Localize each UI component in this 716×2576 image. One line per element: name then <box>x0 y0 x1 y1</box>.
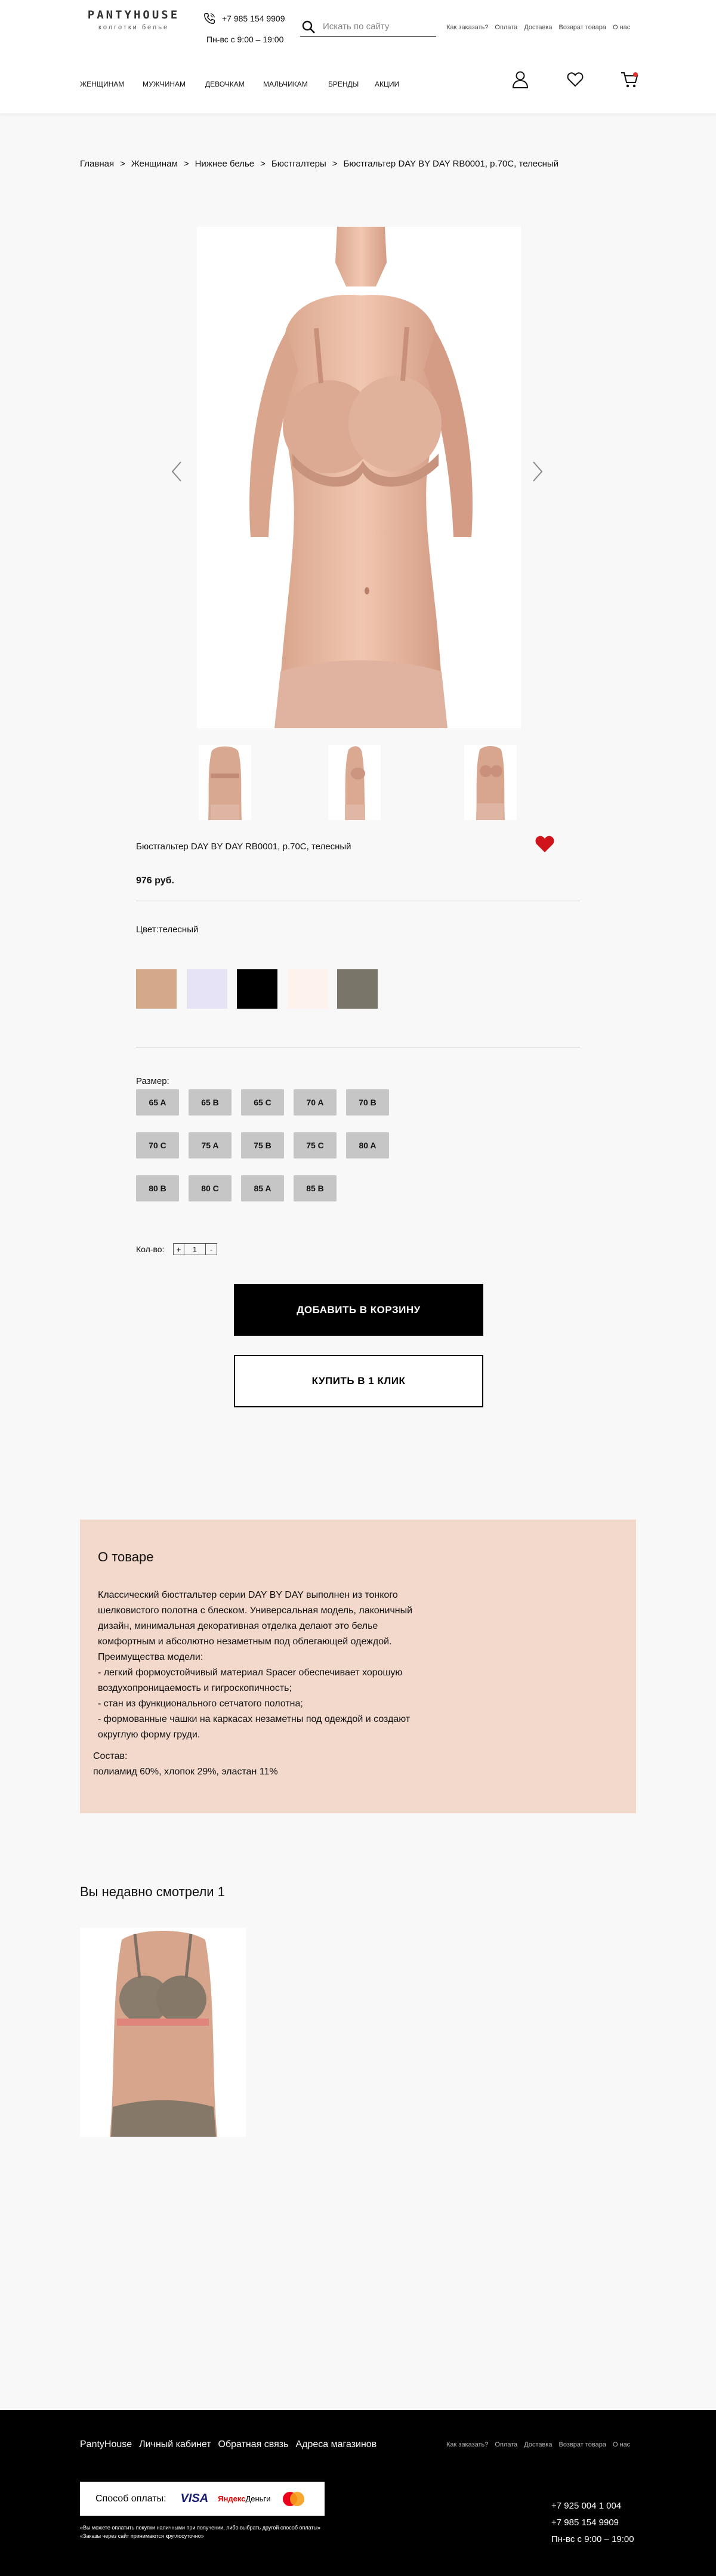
breadcrumb-separator: > <box>120 159 125 169</box>
link-about[interactable]: О нас <box>612 24 631 31</box>
size-label: Размер: <box>136 1076 169 1086</box>
nav-men[interactable]: МУЖЧИНАМ <box>143 80 186 88</box>
size-option[interactable]: 70 B <box>346 1089 389 1116</box>
description-line: шелковистого полотна с блеском. Универсальная модель, лаконичный <box>98 1606 413 1616</box>
yandex-money-logo-part: Яндекс <box>218 2494 246 2503</box>
product-main-image[interactable] <box>197 227 521 728</box>
footer-link-payment[interactable]: Оплата <box>495 2441 518 2448</box>
size-option[interactable]: 65 A <box>136 1089 179 1116</box>
composition-label: Состав: <box>93 1751 128 1761</box>
gallery-thumbnail[interactable] <box>328 745 381 820</box>
size-option[interactable]: 80 B <box>136 1175 179 1201</box>
description-line: комфортным и абсолютно незаметным под облегающей одеждой. <box>98 1637 392 1647</box>
payment-methods <box>80 2482 325 2516</box>
size-option[interactable]: 85 B <box>294 1175 337 1201</box>
breadcrumb-home[interactable]: Главная <box>80 159 115 169</box>
color-swatch-beige[interactable] <box>136 969 177 1009</box>
color-label: Цвет:телесный <box>136 925 199 935</box>
size-option[interactable]: 75 A <box>189 1132 232 1158</box>
nav-girls[interactable]: ДЕВОЧКАМ <box>205 80 245 88</box>
quantity-decrease-button[interactable]: - <box>209 1244 213 1254</box>
recently-viewed-title: Вы недавно смотрели 1 <box>80 1884 225 1899</box>
payment-label: Способ оплаты: <box>95 2493 166 2504</box>
breadcrumb-bras[interactable]: Бюстгалтеры <box>271 159 326 169</box>
link-payment[interactable]: Оплата <box>495 24 518 31</box>
link-delivery[interactable]: Доставка <box>524 24 553 31</box>
description-line: - стан из функционального сетчатого полотна; <box>98 1699 303 1709</box>
footer-phone-2[interactable]: +7 985 154 9909 <box>551 2518 619 2528</box>
breadcrumb-separator: > <box>260 159 266 169</box>
link-how-to-order[interactable]: Как заказать? <box>446 24 489 31</box>
color-swatch-ivory[interactable] <box>288 969 328 1009</box>
thumbnail-photo <box>464 745 517 820</box>
composition-value: полиамид 60%, хлопок 29%, эластан 11% <box>93 1767 278 1777</box>
about-title: О товаре <box>98 1549 154 1564</box>
site-footer <box>0 2410 716 2576</box>
about-product-section <box>80 1520 636 1813</box>
visa-logo: VISA <box>180 2492 209 2505</box>
user-icon[interactable] <box>512 70 529 88</box>
quantity-stepper <box>173 1243 217 1255</box>
recent-product-photo <box>80 1928 246 2137</box>
footer-contacts <box>551 2498 634 2548</box>
orders-note: «Заказы через сайт принимаются круглосуточно» <box>80 2533 204 2539</box>
header-info-links <box>446 24 630 31</box>
size-option[interactable]: 80 A <box>346 1132 389 1158</box>
footer-phone-1[interactable]: +7 925 004 1 004 <box>551 2501 622 2511</box>
about-description <box>98 1588 468 1743</box>
gallery-next-arrow-icon[interactable] <box>531 460 544 483</box>
logo[interactable] <box>82 8 185 31</box>
gallery-prev-arrow-icon[interactable] <box>170 460 183 483</box>
size-option[interactable]: 85 A <box>241 1175 284 1201</box>
buy-one-click-button[interactable]: КУПИТЬ В 1 КЛИК <box>234 1355 483 1407</box>
recently-viewed-item[interactable] <box>80 1928 246 2137</box>
header-phone[interactable]: +7 985 154 9909 <box>222 14 285 23</box>
phone-icon <box>203 12 216 25</box>
link-returns[interactable]: Возврат товара <box>558 24 606 31</box>
footer-link-account[interactable]: Личный кабинет <box>139 2439 211 2449</box>
payment-note: «Вы можете оплатить покупки наличными при получении, либо выбрать другой способ оплаты» <box>80 2525 321 2531</box>
gallery-thumbnail[interactable] <box>199 745 251 820</box>
yandex-money-logo <box>218 2494 270 2503</box>
quantity-value[interactable]: 1 <box>184 1244 206 1255</box>
add-to-cart-button[interactable]: ДОБАВИТЬ В КОРЗИНУ <box>234 1284 483 1336</box>
footer-link-returns[interactable]: Возврат товара <box>558 2441 606 2448</box>
product-photo <box>197 227 521 728</box>
breadcrumb <box>80 159 558 169</box>
size-option[interactable]: 70 C <box>136 1132 179 1158</box>
header-hours: Пн-вс с 9:00 – 19:00 <box>206 35 284 44</box>
description-line: - легкий формоустойчивый материал Spacer обеспечивает хорошую <box>98 1668 403 1678</box>
gallery-thumbnail[interactable] <box>464 745 517 820</box>
footer-link-how-to-order[interactable]: Как заказать? <box>446 2441 489 2448</box>
cart-badge <box>633 72 638 77</box>
product-title: Бюстгальтер DAY BY DAY RB0001, р.70C, телесный <box>136 842 351 852</box>
size-option[interactable]: 65 C <box>241 1089 284 1116</box>
thumbnail-photo <box>199 745 251 820</box>
nav-brands[interactable]: БРЕНДЫ <box>328 80 359 88</box>
thumbnail-photo <box>328 745 381 820</box>
logo-subtitle: колготки белье <box>98 24 169 31</box>
size-option[interactable]: 75 C <box>294 1132 337 1158</box>
quantity-increase-button[interactable]: + <box>174 1244 184 1255</box>
color-swatch-taupe[interactable] <box>337 969 378 1009</box>
search-bar <box>300 17 436 37</box>
search-input[interactable] <box>323 21 430 32</box>
heart-icon[interactable] <box>567 72 584 87</box>
breadcrumb-separator: > <box>332 159 338 169</box>
footer-link-about[interactable]: О нас <box>612 2441 631 2448</box>
footer-hours: Пн-вс с 9:00 – 19:00 <box>551 2534 634 2544</box>
description-line: - формованные чашки на каркасах незаметны под одеждой и создают <box>98 1714 411 1724</box>
description-line: Классический бюстгальтер серии DAY BY DAY выполнен из тонкого <box>98 1590 398 1600</box>
color-swatch-lavender[interactable] <box>187 969 227 1009</box>
color-swatch-black[interactable] <box>237 969 277 1009</box>
description-line: дизайн, минимальная декоративная отделка делают это белье <box>98 1621 378 1631</box>
description-line: воздухопроницаемость и гигроскопичность; <box>98 1683 292 1693</box>
mastercard-logo-icon <box>280 2491 307 2507</box>
header-contacts <box>203 12 285 44</box>
main-nav <box>80 80 411 88</box>
quantity-label: Кол-во: <box>136 1244 165 1254</box>
size-option[interactable]: 80 C <box>189 1175 232 1201</box>
breadcrumb-separator: > <box>183 159 189 169</box>
size-option[interactable]: 65 B <box>189 1089 232 1116</box>
nav-sales[interactable]: АКЦИИ <box>375 80 400 88</box>
footer-nav <box>80 2439 376 2450</box>
nav-women[interactable]: ЖЕНЩИНАМ <box>80 80 125 88</box>
site-header <box>0 0 716 113</box>
size-option[interactable]: 75 B <box>241 1132 284 1158</box>
breadcrumb-underwear[interactable]: Нижнее белье <box>195 159 255 169</box>
search-icon[interactable] <box>301 20 316 34</box>
description-line: округлую форму груди. <box>98 1730 200 1740</box>
breadcrumb-current: Бюстгальтер DAY BY DAY RB0001, р.70C, телесный <box>343 159 559 169</box>
product-price: 976 руб. <box>136 876 174 886</box>
size-option[interactable]: 70 A <box>294 1089 337 1116</box>
breadcrumb-women[interactable]: Женщинам <box>131 159 178 169</box>
add-to-favorites-heart-icon[interactable] <box>535 834 555 853</box>
yandex-money-logo-part: Деньги <box>245 2494 271 2503</box>
footer-link-pantyhouse[interactable]: PantyHouse <box>80 2439 132 2449</box>
footer-link-feedback[interactable]: Обратная связь <box>218 2439 289 2449</box>
nav-boys[interactable]: МАЛЬЧИКАМ <box>263 80 308 88</box>
footer-info-links <box>446 2441 630 2448</box>
footer-link-stores[interactable]: Адреса магазинов <box>295 2439 377 2449</box>
footer-link-delivery[interactable]: Доставка <box>524 2441 553 2448</box>
description-line: Преимущества модели: <box>98 1652 203 1662</box>
logo-text: PANTYHOUSE <box>87 8 180 21</box>
